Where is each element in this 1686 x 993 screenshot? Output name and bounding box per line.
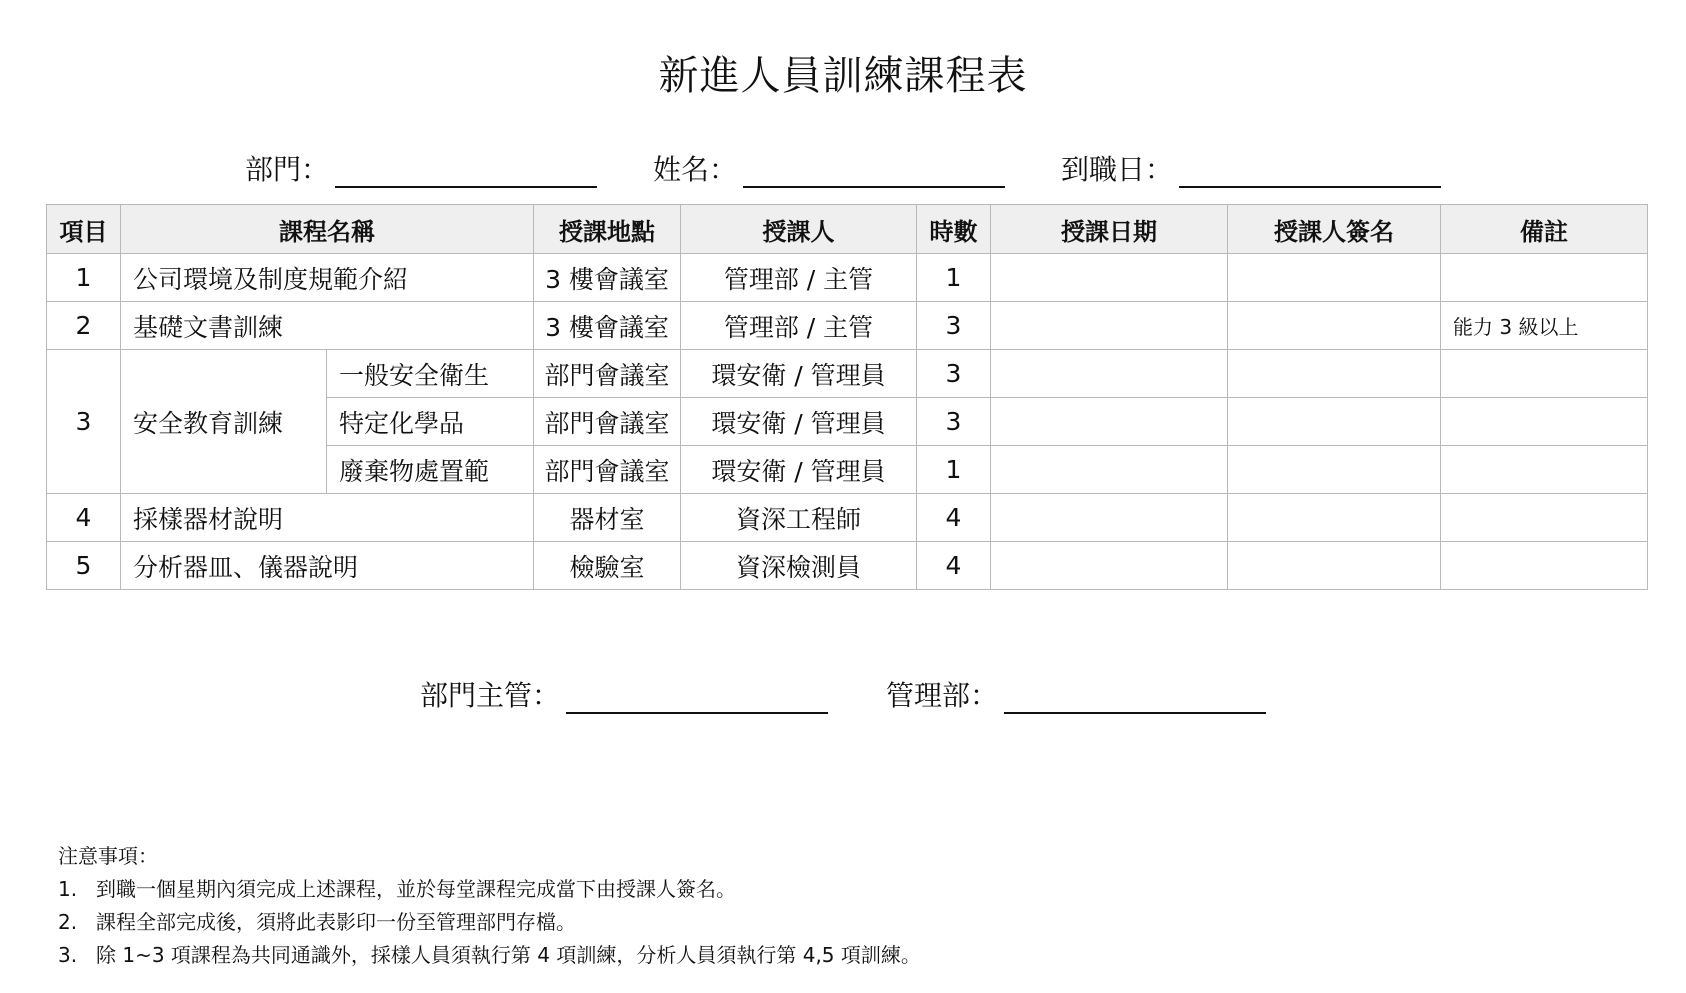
course-location: 檢驗室 — [534, 542, 681, 590]
table-header-row — [47, 205, 1648, 254]
note-number: 1. — [58, 877, 78, 901]
course-location: 器材室 — [534, 494, 681, 542]
course-hours: 1 — [917, 254, 991, 302]
table-row — [47, 350, 1648, 398]
table-row — [47, 542, 1648, 590]
remarks-cell[interactable] — [1441, 254, 1648, 302]
table-row — [47, 302, 1648, 350]
signature-cell[interactable] — [1228, 542, 1441, 590]
course-hours: 1 — [917, 446, 991, 494]
table-row — [47, 494, 1648, 542]
dept-supervisor-label: 部門主管： — [419, 679, 560, 712]
note-item — [58, 939, 921, 972]
management-dept-blank-line[interactable] — [1004, 682, 1266, 714]
start-date-field — [1061, 148, 1441, 188]
header-instructor: 授課人 — [681, 205, 917, 254]
department-label: 部門： — [244, 153, 329, 186]
management-dept-field — [886, 674, 1266, 714]
item-number: 3 — [47, 350, 121, 494]
course-instructor: 資深工程師 — [681, 494, 917, 542]
course-hours: 4 — [917, 542, 991, 590]
signature-cell[interactable] — [1228, 494, 1441, 542]
remarks-cell[interactable] — [1441, 446, 1648, 494]
course-hours: 4 — [917, 494, 991, 542]
note-text: 到職一個星期內須完成上述課程，並於每堂課程完成當下由授課人簽名。 — [96, 877, 736, 901]
department-blank-line[interactable] — [335, 156, 597, 188]
name-label: 姓名： — [652, 153, 737, 186]
item-number: 1 — [47, 254, 121, 302]
header-hours: 時數 — [917, 205, 991, 254]
course-location: 部門會議室 — [534, 446, 681, 494]
training-course-table — [46, 204, 1648, 590]
remarks-cell[interactable] — [1441, 494, 1648, 542]
signature-cell[interactable] — [1228, 350, 1441, 398]
notes-section — [58, 840, 921, 972]
start-date-blank-line[interactable] — [1179, 156, 1441, 188]
note-number: 2. — [58, 910, 78, 934]
sub-course-name: 一般安全衛生 — [327, 350, 534, 398]
name-field — [653, 148, 1005, 188]
sub-course-name: 廢棄物處置範 — [327, 446, 534, 494]
course-instructor: 管理部 / 主管 — [681, 302, 917, 350]
header-date: 授課日期 — [991, 205, 1228, 254]
course-name: 基礎文書訓練 — [121, 302, 534, 350]
date-cell[interactable] — [991, 254, 1228, 302]
header-location: 授課地點 — [534, 205, 681, 254]
management-dept-label: 管理部： — [886, 679, 999, 712]
header-course-name: 課程名稱 — [121, 205, 534, 254]
date-cell[interactable] — [991, 302, 1228, 350]
sub-course-name: 特定化學品 — [327, 398, 534, 446]
dept-supervisor-blank-line[interactable] — [566, 682, 828, 714]
employee-info-fields — [0, 148, 1686, 188]
date-cell[interactable] — [991, 542, 1228, 590]
course-location: 部門會議室 — [534, 398, 681, 446]
note-number: 3. — [58, 943, 78, 967]
name-blank-line[interactable] — [743, 156, 1005, 188]
date-cell[interactable] — [991, 446, 1228, 494]
course-name: 公司環境及制度規範介紹 — [121, 254, 534, 302]
course-instructor: 環安衛 / 管理員 — [681, 398, 917, 446]
course-location: 部門會議室 — [534, 350, 681, 398]
course-hours: 3 — [917, 350, 991, 398]
item-number: 5 — [47, 542, 121, 590]
course-name: 分析器皿、儀器說明 — [121, 542, 534, 590]
department-field — [245, 148, 597, 188]
course-instructor: 資深檢測員 — [681, 542, 917, 590]
course-instructor: 管理部 / 主管 — [681, 254, 917, 302]
page-title: 新進人員訓練課程表 — [658, 53, 1028, 99]
date-cell[interactable] — [991, 398, 1228, 446]
course-instructor: 環安衛 / 管理員 — [681, 446, 917, 494]
course-location: 3 樓會議室 — [534, 254, 681, 302]
item-number: 4 — [47, 494, 121, 542]
note-text: 除 1~3 項課程為共同通識外，採樣人員須執行第 4 項訓練，分析人員須執行第 4,5 項訓練。 — [96, 943, 921, 967]
signature-cell[interactable] — [1228, 254, 1441, 302]
dept-supervisor-field — [420, 674, 828, 714]
date-cell[interactable] — [991, 494, 1228, 542]
signature-cell[interactable] — [1228, 398, 1441, 446]
item-number: 2 — [47, 302, 121, 350]
remarks-cell[interactable] — [1441, 542, 1648, 590]
remarks-cell[interactable] — [1441, 398, 1648, 446]
signature-cell[interactable] — [1228, 302, 1441, 350]
note-text: 課程全部完成後，須將此表影印一份至管理部門存檔。 — [96, 910, 576, 934]
date-cell[interactable] — [991, 350, 1228, 398]
signature-cell[interactable] — [1228, 446, 1441, 494]
header-item: 項目 — [47, 205, 121, 254]
remarks-cell[interactable] — [1441, 350, 1648, 398]
note-item — [58, 873, 921, 906]
notes-heading: 注意事項： — [58, 844, 158, 868]
course-hours: 3 — [917, 302, 991, 350]
course-location: 3 樓會議室 — [534, 302, 681, 350]
remarks-cell[interactable]: 能力 3 級以上 — [1441, 302, 1648, 350]
approval-signatures — [0, 674, 1686, 714]
course-name: 採樣器材說明 — [121, 494, 534, 542]
course-hours: 3 — [917, 398, 991, 446]
header-remarks: 備註 — [1441, 205, 1648, 254]
table-row — [47, 254, 1648, 302]
note-item — [58, 906, 921, 939]
header-signature: 授課人簽名 — [1228, 205, 1441, 254]
course-instructor: 環安衛 / 管理員 — [681, 350, 917, 398]
start-date-label: 到職日： — [1061, 153, 1174, 186]
course-name: 安全教育訓練 — [121, 350, 327, 494]
